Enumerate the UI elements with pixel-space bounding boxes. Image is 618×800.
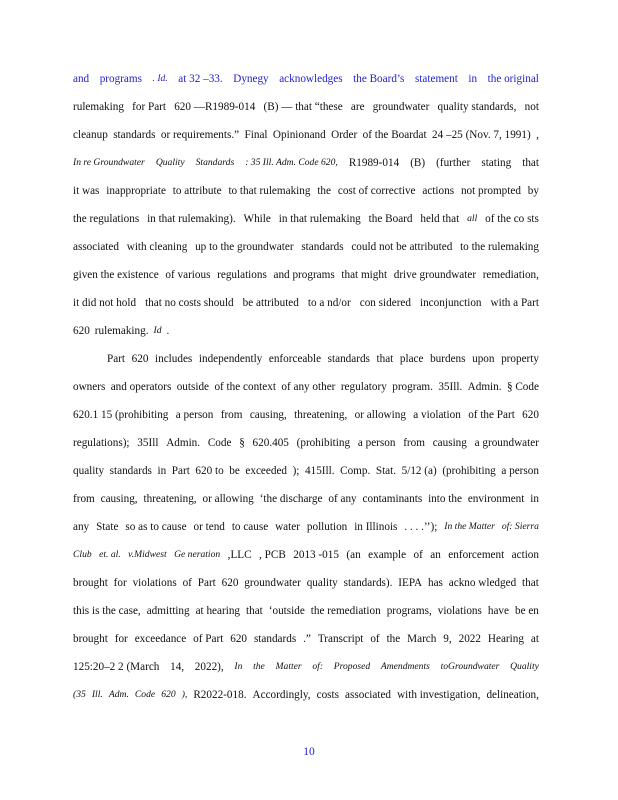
text-segment: by (527, 185, 539, 197)
text-segment: of (182, 577, 192, 589)
text-segment: program. (392, 381, 433, 393)
text-segment: owners (73, 381, 106, 393)
text-segment: causing (432, 437, 467, 449)
text-segment: Standards (195, 157, 235, 168)
text-segment: 620 (131, 353, 149, 365)
text-segment: 35Ill. (438, 381, 463, 393)
text-segment: 620 —R1989-014 (174, 101, 256, 113)
text-segment: in Illinois (354, 521, 398, 533)
text-segment: ackno wledged (448, 577, 517, 589)
text-segment: associated (345, 689, 392, 701)
text-segment: 620 (73, 325, 90, 337)
text-segment: exceeded (245, 465, 287, 477)
text-segment: in (157, 465, 167, 477)
text-segment: § (239, 437, 245, 449)
text-segment: given the existence (73, 269, 159, 281)
text-segment: 9, (443, 633, 452, 645)
text-segment: in (468, 73, 478, 85)
text-segment: causing, (249, 409, 287, 421)
text-segment: to attribute (172, 185, 222, 197)
text-segment: to a nd/or (307, 297, 351, 309)
text-segment: the Board’s (353, 73, 405, 85)
text-segment: environment (467, 493, 525, 505)
text-segment: with a Part (490, 297, 539, 309)
text-segment: independently (198, 353, 263, 365)
text-segment: that (376, 353, 394, 365)
text-line (73, 464, 539, 478)
text-segment: burdens (430, 353, 466, 365)
text-segment: programs, (386, 605, 432, 617)
text-segment: In the Matter (444, 521, 495, 532)
text-segment: exceedance (134, 633, 187, 645)
text-segment: this is the case, (73, 605, 141, 617)
text-segment: Part (197, 577, 216, 589)
text-segment: Admin. (467, 381, 502, 393)
text-segment: the (317, 185, 331, 197)
text-segment: con sidered (359, 297, 411, 309)
text-segment: Part (107, 353, 126, 365)
text-segment: from (403, 437, 425, 449)
text-segment: to cause (231, 521, 269, 533)
text-segment: example (368, 549, 407, 561)
text-segment: 14, (170, 661, 185, 673)
text-segment: a person (357, 437, 396, 449)
text-segment: 620 (522, 409, 539, 421)
text-segment: 620 (230, 633, 248, 645)
text-segment: quality (73, 465, 105, 477)
text-segment: that (246, 605, 263, 617)
text-segment: it was (73, 185, 100, 197)
text-segment: of various (165, 269, 211, 281)
text-segment: standards (113, 129, 156, 141)
text-segment: cleanup (73, 129, 108, 141)
text-segment: programs (99, 73, 142, 85)
text-segment: into the (428, 493, 462, 505)
text-segment: with cleaning (126, 241, 188, 253)
text-segment: to that rulemaking (228, 185, 311, 197)
text-segment: 415Ill. (305, 465, 335, 477)
text-line (73, 184, 539, 198)
text-segment: While (243, 213, 271, 225)
text-segment: have (487, 605, 509, 617)
text-segment: rulemaking. (94, 325, 149, 337)
text-segment: from (73, 493, 95, 505)
text-segment: R2022-018. (193, 689, 247, 701)
text-segment: of (413, 549, 423, 561)
text-segment: quality (306, 577, 338, 589)
text-segment: regulatory (340, 381, 387, 393)
text-segment: Hearing (487, 633, 524, 645)
text-segment: that might (341, 269, 388, 281)
text-segment: standards (327, 353, 370, 365)
text-segment: brought (73, 633, 108, 645)
text-line (73, 72, 539, 86)
text-segment: 24 –25 (Nov. 7, 1991) (432, 129, 531, 141)
text-segment: associated (73, 241, 119, 253)
text-segment: 620.1 15 (prohibiting (73, 409, 169, 421)
text-segment: (35 (73, 689, 86, 700)
text-segment: or allowing (354, 409, 406, 421)
text-line (73, 436, 539, 450)
text-segment: enforcement (448, 549, 505, 561)
text-segment: a violation (413, 409, 461, 421)
text-segment: has (427, 577, 443, 589)
text-line (73, 268, 539, 282)
text-segment: of: (312, 661, 324, 672)
text-segment: and operators (110, 381, 172, 393)
text-segment: , PCB (259, 549, 286, 561)
text-segment: 620 to (195, 465, 224, 477)
text-segment: admitting (146, 605, 190, 617)
text-line (73, 240, 539, 254)
text-segment: R1989-014 (348, 157, 400, 169)
text-segment: to the rulemaking (460, 241, 539, 253)
text-segment: v.Midwest (128, 549, 167, 560)
text-line (73, 492, 539, 506)
text-line (73, 576, 539, 590)
text-segment: of the context (214, 381, 276, 393)
text-segment: ‘outside (268, 605, 305, 617)
text-segment: standards (253, 633, 297, 645)
text-segment: in (530, 493, 539, 505)
text-segment: Accordingly, (252, 689, 311, 701)
text-segment: upon (472, 353, 495, 365)
text-segment: at (530, 633, 539, 645)
text-segment: that no costs should (145, 297, 234, 309)
text-segment: threatening, (294, 409, 348, 421)
text-segment: IEPA (398, 577, 423, 589)
text-segment: an (430, 549, 441, 561)
text-segment: of any (328, 493, 357, 505)
text-segment: ,LLC (227, 549, 252, 561)
text-segment: outside (176, 381, 210, 393)
text-segment: water (275, 521, 300, 533)
text-segment: statement (414, 73, 458, 85)
text-segment: Final (244, 129, 268, 141)
text-segment: the (386, 633, 401, 645)
text-segment: it did not hold (73, 297, 137, 309)
text-line (73, 100, 539, 114)
text-segment: drive groundwater (393, 269, 477, 281)
text-segment: . (166, 325, 170, 337)
text-segment: regulations (217, 269, 267, 281)
text-segment: Ill. (91, 689, 103, 700)
text-segment: up to the groundwater (195, 241, 294, 253)
text-segment: Stat. (375, 465, 397, 477)
text-line (107, 352, 539, 366)
text-segment: of any other (281, 381, 336, 393)
text-segment: the regulations (73, 213, 140, 225)
text-line (73, 520, 539, 534)
text-segment: (an (346, 549, 361, 561)
text-segment: so as to cause (125, 521, 187, 533)
text-segment: , (536, 129, 539, 141)
text-line (73, 128, 539, 142)
text-segment: be (229, 465, 240, 477)
text-segment: and programs (273, 269, 335, 281)
text-segment: (B) — that “these (263, 101, 343, 113)
text-segment: a groundwater (474, 437, 539, 449)
text-segment: (prohibiting (296, 437, 351, 449)
text-line (73, 548, 539, 562)
text-segment: be attributed (242, 297, 299, 309)
text-segment: Part (171, 465, 190, 477)
text-segment: in that rulemaking (278, 213, 361, 225)
text-segment: or allowing (202, 493, 254, 505)
text-segment: property (501, 353, 539, 365)
text-segment: groundwater (372, 101, 430, 113)
text-segment: of: Sierra (501, 521, 539, 532)
text-segment: be en (514, 605, 539, 617)
text-segment: Dynegy (233, 73, 269, 85)
text-segment: 5/12 (a) (401, 465, 437, 477)
text-segment: that (522, 157, 539, 169)
text-segment: Order (331, 129, 358, 141)
text-segment: or requirements.” (160, 129, 240, 141)
text-segment: (prohibiting (442, 465, 496, 477)
text-segment: stating (481, 157, 512, 169)
text-segment: (further (436, 157, 471, 169)
text-segment: brought (73, 577, 108, 589)
text-segment: .” (303, 633, 311, 645)
text-line (73, 212, 539, 226)
text-segment: 2022 (458, 633, 481, 645)
text-segment: Club (73, 549, 92, 560)
text-segment: quality standards, (437, 101, 517, 113)
text-line (73, 604, 539, 618)
page-number: 10 (303, 746, 315, 758)
text-segment: ), (181, 689, 188, 700)
text-segment: of the co sts (485, 213, 539, 225)
text-segment: at 32 –33. (178, 73, 223, 85)
text-segment: violations (437, 605, 482, 617)
text-segment: from (220, 409, 243, 421)
text-segment: with investigation, (397, 689, 481, 701)
text-segment: or tend (193, 521, 225, 533)
text-segment: costs (316, 689, 339, 701)
text-segment: of the Boardat (362, 129, 427, 141)
text-segment: at hearing (195, 605, 241, 617)
text-segment: remediation, (482, 269, 539, 281)
text-segment: regulations); (73, 437, 130, 449)
text-segment: enforceable (268, 353, 322, 365)
text-segment: State (96, 521, 119, 533)
text-segment: Matter (275, 661, 302, 672)
text-segment: : 35 Ill. Adm. Code 620, (245, 157, 338, 168)
text-segment: In (234, 661, 243, 672)
text-segment: in that rulemaking). (147, 213, 236, 225)
text-segment: and (73, 73, 90, 85)
text-line (73, 660, 539, 674)
text-segment: In re Groundwater (73, 157, 145, 168)
text-segment: Code (134, 689, 156, 700)
text-segment: threatening, (143, 493, 197, 505)
text-segment: standards (109, 465, 152, 477)
text-segment: Opinionand (272, 129, 326, 141)
text-segment: 620 (161, 689, 176, 700)
text-segment: ‘the discharge (259, 493, 323, 505)
text-segment: Proposed (333, 661, 371, 672)
text-segment: . Id. (152, 73, 168, 84)
text-segment: Quality (510, 661, 539, 672)
text-segment: for Part (132, 101, 167, 113)
text-segment: includes (155, 353, 193, 365)
text-segment: inappropriate (106, 185, 166, 197)
text-segment: the Board (368, 213, 413, 225)
text-segment: not prompted (460, 185, 521, 197)
text-segment: action (511, 549, 539, 561)
text-segment: groundwater (244, 577, 301, 589)
text-line (73, 408, 539, 422)
text-segment: toGroundwater (440, 661, 500, 672)
text-segment: all (467, 213, 478, 224)
text-segment: (B) (410, 157, 426, 169)
text-segment: March (407, 633, 437, 645)
text-segment: 620 (221, 577, 239, 589)
text-segment: . . . .’’); (404, 521, 438, 533)
text-segment: a person (175, 409, 214, 421)
text-line (73, 324, 539, 338)
text-segment: standards (301, 241, 344, 253)
text-segment: any (73, 521, 90, 533)
text-segment: Adm. (108, 689, 129, 700)
text-segment: contaminants (362, 493, 423, 505)
text-segment: § Code (506, 381, 539, 393)
text-line (73, 632, 539, 646)
text-segment: of Part (193, 633, 224, 645)
text-segment: Id (153, 325, 162, 336)
text-segment: Comp. (340, 465, 371, 477)
text-segment: for (113, 577, 127, 589)
text-segment: 35Ill (137, 437, 159, 449)
text-segment: et. al. (99, 549, 121, 560)
text-segment: 2013 -015 (293, 549, 339, 561)
text-segment: that (522, 577, 539, 589)
text-segment: are (350, 101, 365, 113)
text-segment: could not be attributed (351, 241, 453, 253)
text-segment: Ge neration (174, 549, 221, 560)
text-segment: not (524, 101, 539, 113)
text-segment: delineation, (486, 689, 539, 701)
text-segment: the remediation (310, 605, 381, 617)
text-segment: standards). (343, 577, 393, 589)
text-segment: pollution (306, 521, 348, 533)
text-segment: 125:20–2 2 (March (73, 661, 160, 673)
text-segment: Quality (155, 157, 185, 168)
text-segment: acknowledges (279, 73, 343, 85)
text-segment: the (253, 661, 265, 672)
text-segment: of (370, 633, 380, 645)
text-segment: inconjunction (419, 297, 482, 309)
text-segment: rulemaking (73, 101, 124, 113)
text-segment: causing, (100, 493, 138, 505)
text-line (73, 296, 539, 310)
text-segment: Transcript (317, 633, 364, 645)
text-segment: place (399, 353, 424, 365)
text-segment: held that (420, 213, 460, 225)
text-segment: 2022), (194, 661, 224, 673)
text-segment: violations (132, 577, 177, 589)
text-segment: Admin. (166, 437, 201, 449)
text-line (73, 380, 539, 394)
text-segment: cost of corrective (337, 185, 416, 197)
text-segment: ); (292, 465, 300, 477)
text-segment: actions (422, 185, 455, 197)
text-line (73, 156, 539, 170)
text-segment: of the Part (468, 409, 515, 421)
text-segment: Amendments (380, 661, 430, 672)
text-segment: the original (487, 73, 539, 85)
text-segment: Code (207, 437, 232, 449)
text-segment: 620.405 (252, 437, 289, 449)
text-segment: a person (501, 465, 539, 477)
text-segment: for (114, 633, 128, 645)
text-line (73, 688, 539, 702)
